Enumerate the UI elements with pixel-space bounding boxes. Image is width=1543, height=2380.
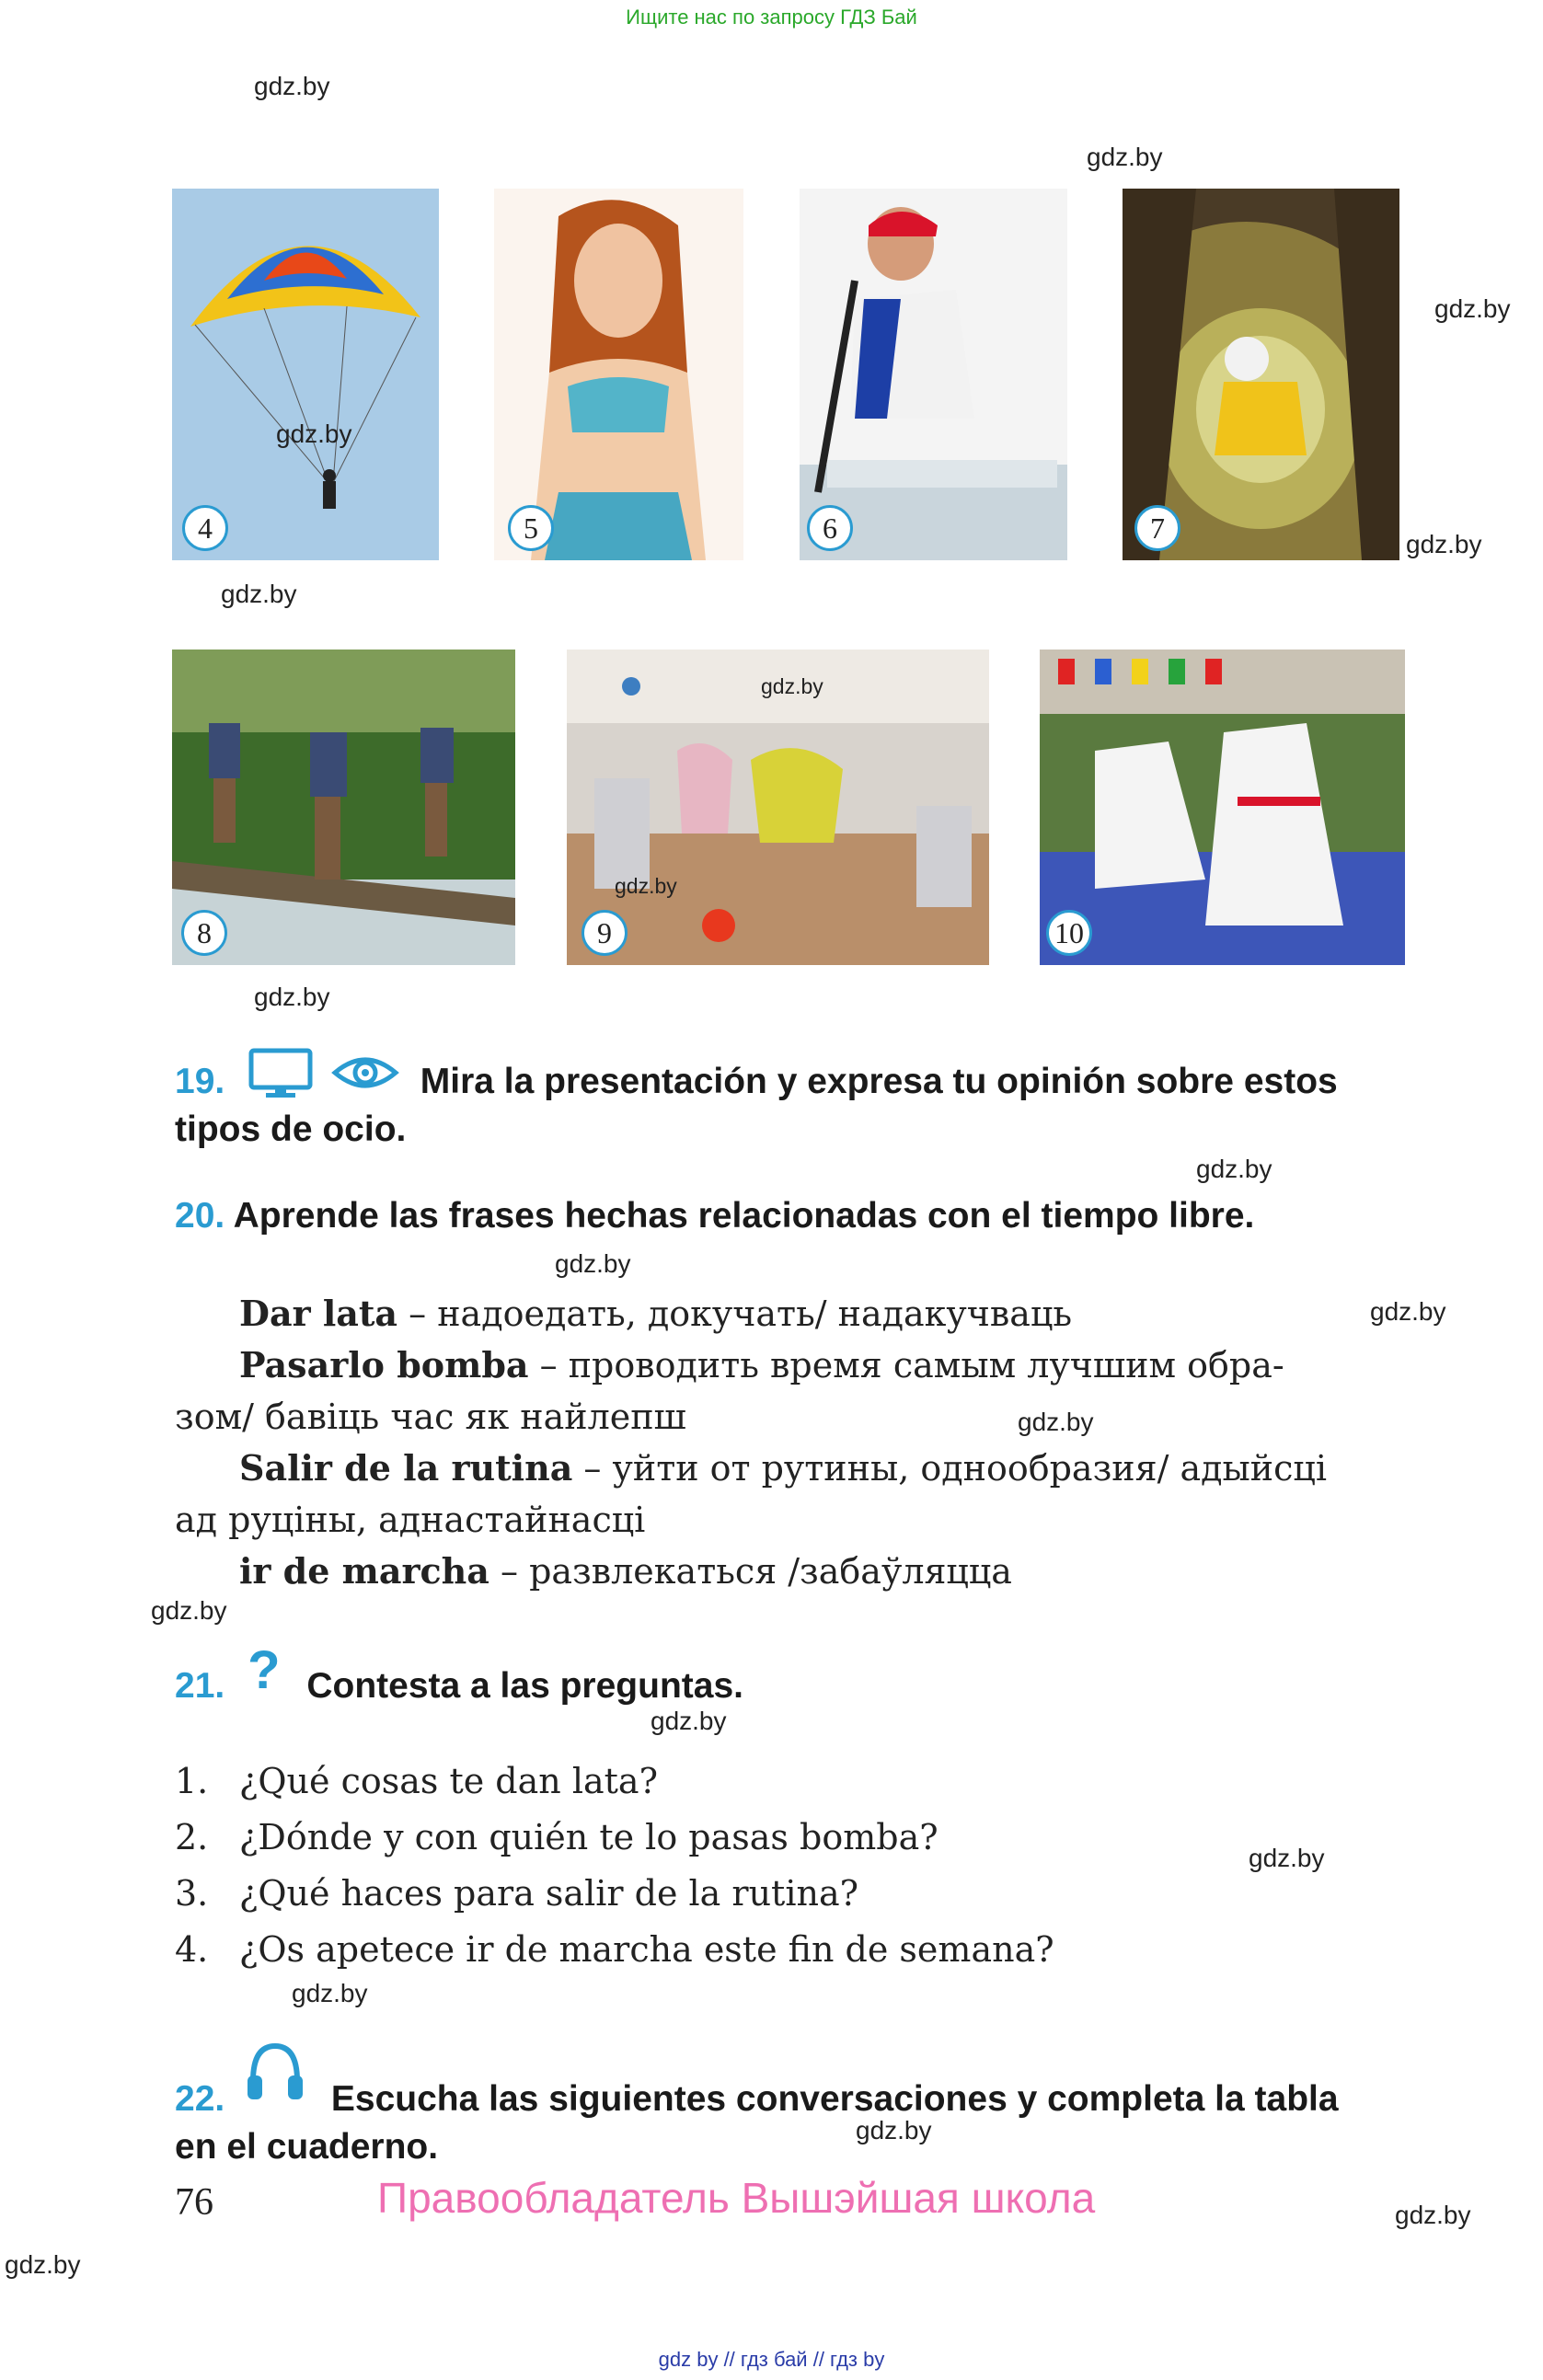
exercise-number: 21. (175, 1666, 225, 1706)
photo-number-badge: 4 (182, 505, 228, 551)
phrase-definition: ад руціны, аднастайнасці (175, 1500, 646, 1540)
watermark: gdz.by (761, 674, 823, 698)
list-item (175, 1922, 1054, 1978)
top-banner: Ищите нас по запросу ГДЗ Бай (626, 6, 917, 29)
photo-number-badge: 6 (807, 505, 853, 551)
phrase-dar-lata (175, 1288, 1403, 1339)
photo-number-badge: 8 (181, 910, 227, 956)
watermark: gdz.by (254, 983, 330, 1011)
eye-icon (331, 1052, 399, 1093)
exercise-22-line2: en el cuaderno. (175, 2127, 439, 2167)
exercise-19-line2: tipos de ocio. (175, 1110, 407, 1149)
exercise-20 (175, 1192, 1408, 1240)
watermark: gdz.by (1406, 530, 1482, 558)
exercise-number: 19. (175, 1062, 225, 1101)
exercise-number: 20. (175, 1196, 225, 1236)
list-item (175, 1810, 1054, 1866)
phrase-term: Dar lata (239, 1293, 398, 1334)
question-text: ¿Os apetece ir de marcha este fin de semana? (239, 1929, 1054, 1970)
photo-canoeing (800, 189, 1067, 560)
phrase-pasarlo-bomba (175, 1339, 1403, 1391)
phrase-definition: – уйти от рутины, однообразия/ адыйсці (572, 1448, 1327, 1489)
watermark: gdz.by (1370, 1297, 1446, 1326)
exercise-22-line1: Escucha las siguientes conversaciones y completa la tabla (330, 2079, 1339, 2119)
watermark: gdz.by (1196, 1155, 1272, 1183)
exercise-number: 22. (175, 2079, 225, 2119)
watermark: gdz.by (1395, 2201, 1471, 2229)
photo-number-badge: 9 (582, 910, 628, 956)
question-list (175, 1753, 1054, 1978)
exercise-21 (175, 1640, 1408, 1710)
exercise-21-title: Contesta a las preguntas. (306, 1666, 743, 1706)
watermark: gdz.by (221, 580, 297, 608)
exercise-19 (175, 1047, 1408, 1154)
watermark: gdz.by (254, 72, 330, 100)
question-text: ¿Dónde y con quién te lo pasas bomba? (239, 1817, 938, 1857)
question-number: 2. (175, 1817, 209, 1857)
copyright-notice: Правообладатель Вышэйшая школа (377, 2174, 1096, 2222)
watermark: gdz.by (292, 1979, 368, 2007)
page-number: 76 (175, 2181, 213, 2224)
phrase-continuation (175, 1391, 1403, 1443)
exercise-20-title: Aprende las frases hechas relacionadas con el tiempo libre. (233, 1196, 1255, 1236)
phrase-salir-de-la-rutina (175, 1443, 1403, 1494)
photo-number-badge: 5 (508, 505, 554, 551)
phrase-definition: – проводить время самым лучшим обра- (528, 1345, 1284, 1385)
photo-number-badge: 7 (1134, 505, 1180, 551)
watermark: gdz.by (615, 874, 677, 898)
list-item (175, 1866, 1054, 1922)
photo-caving (1123, 189, 1399, 560)
photo-parachute (172, 189, 439, 560)
watermark: gdz.by (276, 420, 352, 448)
watermark: gdz.by (1434, 294, 1511, 323)
question-text: ¿Qué cosas te dan lata? (239, 1761, 658, 1801)
watermark: gdz.by (1018, 1408, 1094, 1436)
exercise-19-line1: Mira la presentación y expresa tu opinión sobre estos (420, 1062, 1338, 1101)
phrase-definition: – развлекаться /забаўляцца (489, 1551, 1012, 1592)
footer-links[interactable]: gdz by // гдз бай // гдз by (658, 2348, 885, 2371)
exercise-22 (175, 2041, 1408, 2171)
watermark: gdz.by (151, 1596, 227, 1625)
phrase-term: Pasarlo bomba (239, 1344, 529, 1385)
monitor-icon (248, 1047, 316, 1098)
watermark: gdz.by (5, 2250, 81, 2279)
photo-number-badge: 10 (1046, 910, 1092, 956)
phrase-definition: зом/ бавіць час як найлепш (175, 1397, 686, 1437)
phrase-definition: – надоедать, докучать/ надакучваць (397, 1293, 1073, 1334)
watermark: gdz.by (856, 2116, 932, 2144)
photo-hiking (172, 650, 515, 965)
phrase-ir-de-marcha (175, 1546, 1403, 1597)
watermark: gdz.by (1087, 143, 1163, 171)
watermark: gdz.by (1249, 1844, 1325, 1872)
headphones-icon (246, 2041, 305, 2105)
photo-karate (1040, 650, 1405, 965)
phrase-term: Salir de la rutina (239, 1447, 573, 1489)
question-number: 3. (175, 1873, 209, 1914)
watermark: gdz.by (555, 1249, 631, 1278)
phrase-continuation (175, 1494, 1403, 1546)
watermark: gdz.by (651, 1707, 727, 1735)
question-text: ¿Qué haces para salir de la rutina? (239, 1873, 858, 1914)
question-mark-icon: ? (248, 1640, 281, 1700)
list-item (175, 1753, 1054, 1810)
phrase-term: ir de marcha (239, 1550, 489, 1592)
question-number: 1. (175, 1761, 209, 1801)
question-number: 4. (175, 1929, 209, 1970)
